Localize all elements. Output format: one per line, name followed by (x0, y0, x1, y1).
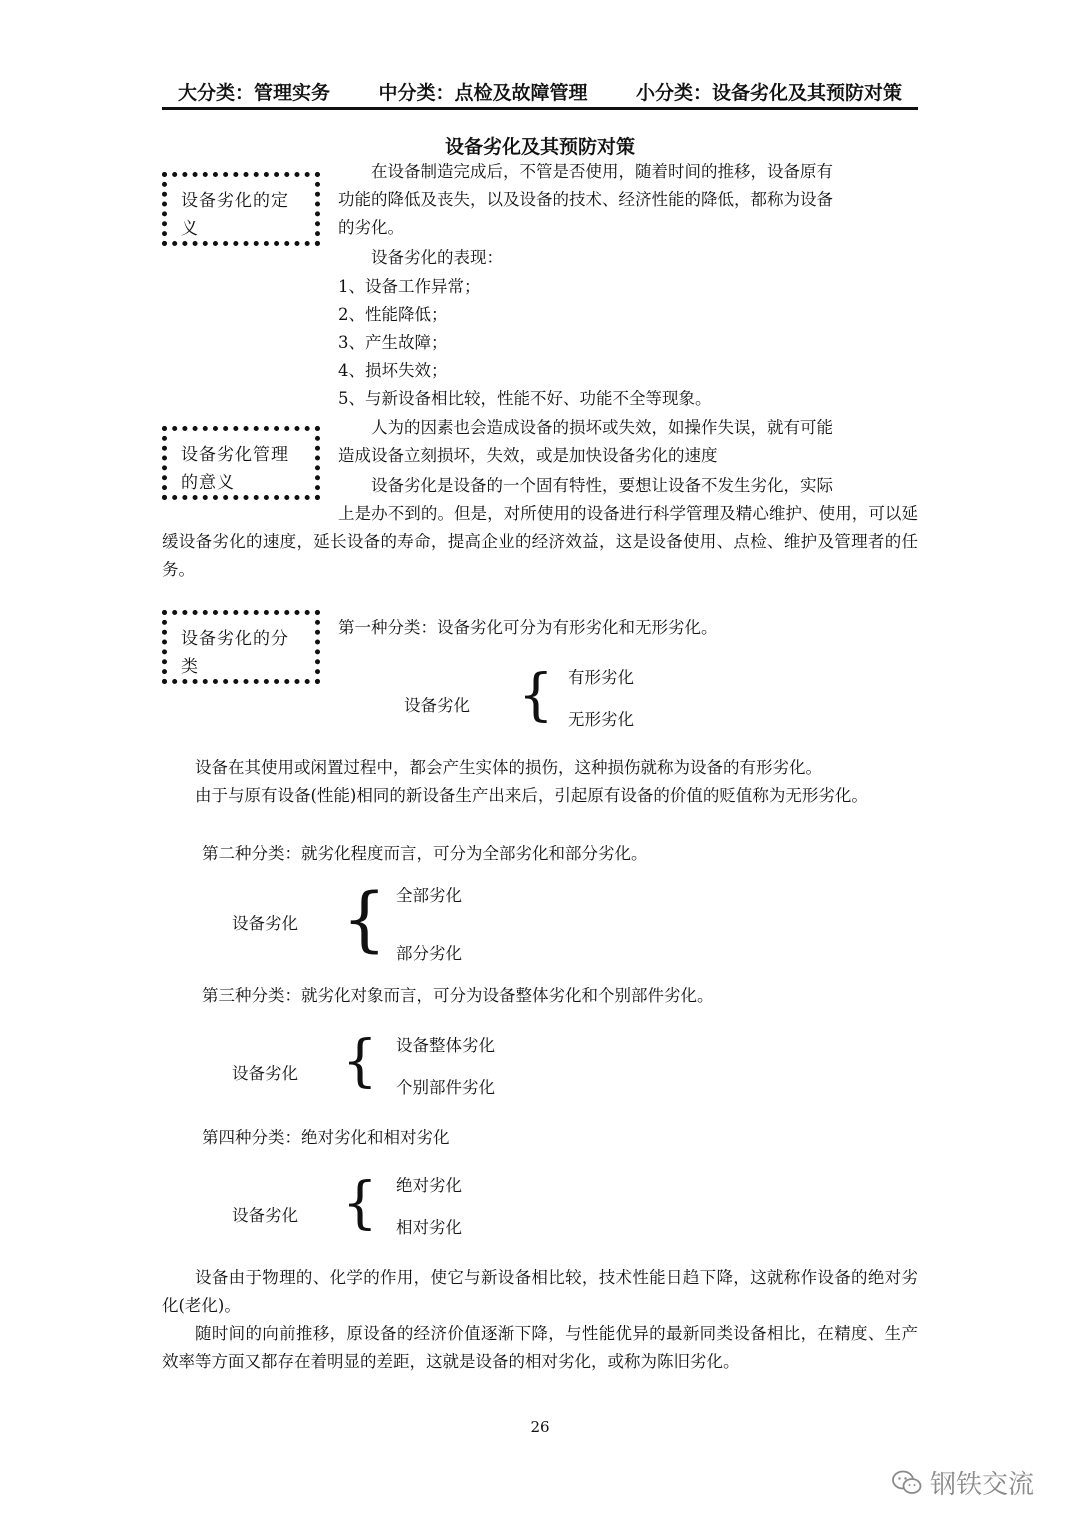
header-middle-category: 中分类：点检及故障管理 (378, 82, 588, 104)
brace-root-label: 设备劣化 (232, 914, 298, 933)
watermark (892, 1464, 1034, 1501)
brace-branch-label: 个别部件劣化 (396, 1078, 495, 1097)
significance-p2-rest: 上是办不到的。但是，对所使用的设备进行科学管理及精心维护、使用，可以延缓设备劣化的速度，延长设备的寿命，提高企业的经济效益，这是设备使用、点检、维护及管理者的任务。 (162, 504, 918, 579)
classification-fourth-desc-1: 设备由于物理的、化学的作用，使它与新设备相比较，技术性能日趋下降，这就称作设备的绝对劣化(老化)。 (162, 1268, 918, 1315)
classification-first-desc-1: 设备在其使用或闲置过程中，都会产生实体的损伤，这种损伤就称为设备的有形劣化。 (195, 758, 822, 777)
tag-classification: 设备劣化的分类 (162, 610, 320, 684)
page-header (162, 76, 918, 110)
brace-branch-label: 相对劣化 (396, 1218, 462, 1237)
classification-first-desc-2: 由于与原有设备(性能)相同的新设备生产出来后，引起原有设备的价值的贬值称为无形劣化。 (195, 786, 868, 805)
curly-brace-icon: { (342, 878, 387, 960)
classification-third-intro: 第三种分类：就劣化对象而言，可分为设备整体劣化和个别部件劣化。 (202, 986, 714, 1005)
brace-branch-label: 无形劣化 (568, 710, 634, 729)
classification-first-intro: 第一种分类：设备劣化可分为有形劣化和无形劣化。 (338, 618, 718, 637)
brace-branch-label: 全部劣化 (396, 886, 462, 905)
definition-line-3: 的劣化。 (338, 218, 404, 237)
brace-branch-label: 有形劣化 (568, 668, 634, 687)
tag-definition: 设备劣化的定义 (162, 172, 320, 246)
significance-p2-line-1: 设备劣化是设备的一个固有特性，要想让设备不发生劣化，实际 (371, 476, 833, 495)
manifestation-title: 设备劣化的表现： (371, 248, 503, 267)
brace-root-label: 设备劣化 (232, 1064, 298, 1083)
header-major-category: 大分类：管理实务 (178, 82, 331, 104)
brace-branch-label: 设备整体劣化 (396, 1036, 495, 1055)
manifestation-item: 3、产生故障； (338, 333, 448, 352)
curly-brace-icon: { (342, 1029, 378, 1094)
brace-branch-label: 绝对劣化 (396, 1176, 462, 1195)
brace-branch-label: 部分劣化 (396, 944, 462, 963)
watermark-text: 钢铁交流 (929, 1470, 1034, 1500)
page-title: 设备劣化及其预防对策 (444, 136, 635, 158)
page-number: 26 (530, 1418, 550, 1436)
classification-fourth-intro: 第四种分类：绝对劣化和相对劣化 (202, 1128, 450, 1147)
tag-significance: 设备劣化管理的意义 (162, 426, 320, 500)
manifestation-item: 2、性能降低； (338, 305, 448, 324)
brace-root-label: 设备劣化 (404, 696, 470, 715)
significance-p1-line-2: 造成设备立刻损坏，失效，或是加快设备劣化的速度 (338, 446, 718, 465)
definition-line-2: 功能的降低及丧失，以及设备的技术、经济性能的降低，都称为设备 (338, 190, 833, 209)
manifestation-item: 4、损坏失效； (338, 361, 448, 380)
classification-fourth-desc-2: 随时间的向前推移，原设备的经济价值逐渐下降，与性能优异的最新同类设备相比，在精度、生产效率等方面又都存在着明显的差距，这就是设备的相对劣化，或称为陈旧劣化。 (162, 1324, 918, 1371)
brace-root-label: 设备劣化 (232, 1206, 298, 1225)
manifestation-item: 5、与新设备相比较，性能不好、功能不全等现象。 (338, 389, 712, 408)
manifestation-item: 1、设备工作异常； (338, 277, 481, 296)
classification-second-intro: 第二种分类：就劣化程度而言，可分为全部劣化和部分劣化。 (202, 844, 648, 863)
definition-line-1: 在设备制造完成后，不管是否使用，随着时间的推移，设备原有 (371, 162, 833, 181)
curly-brace-icon: { (518, 663, 554, 728)
wechat-icon (892, 1470, 922, 1496)
significance-p1-line-1: 人为的因素也会造成设备的损坏或失效，如操作失误，就有可能 (371, 418, 833, 437)
curly-brace-icon: { (342, 1171, 378, 1236)
header-minor-category: 小分类：设备劣化及其预防对策 (635, 82, 902, 104)
